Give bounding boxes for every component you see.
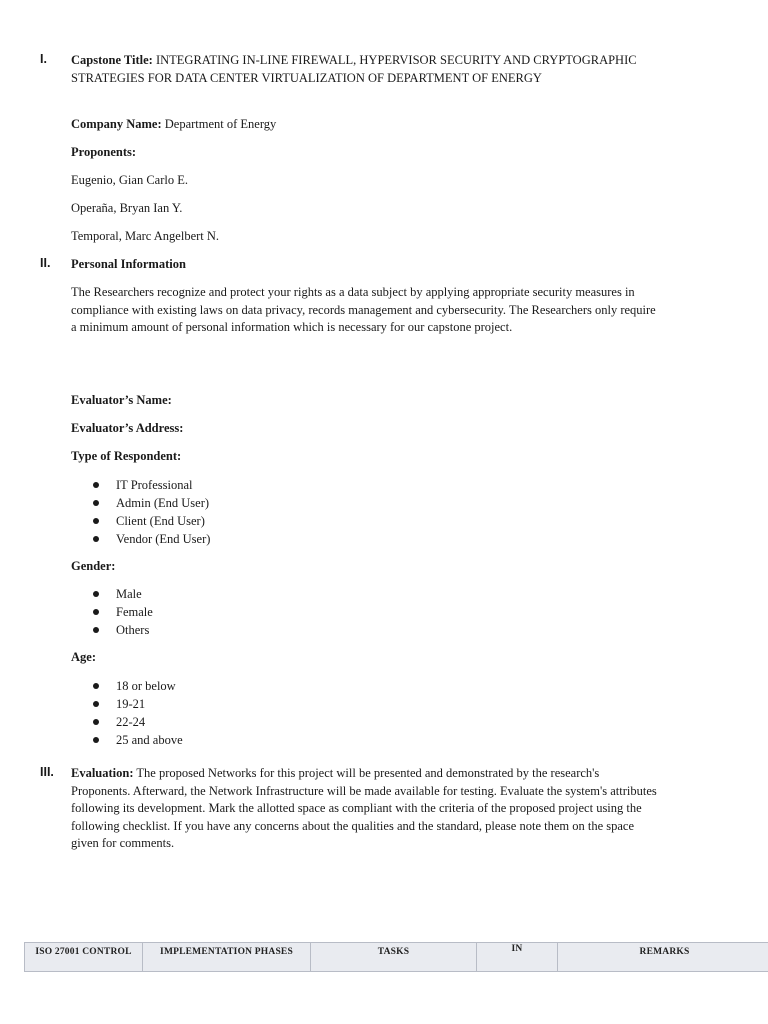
column-header-in: IN bbox=[477, 943, 558, 971]
list-item: Client (End User) bbox=[92, 512, 210, 530]
evaluation-paragraph bbox=[71, 765, 657, 853]
company-name-value: Department of Energy bbox=[164, 117, 277, 131]
evaluation-text: The proposed Networks for this project will be presented and demonstrated by the research's Proponents. Afterward, the Network Infrastructure will be made available for testing. Evaluate the system's attributes following its development. Mark the allotted space as compliant with the criteria of the proposed project using the following checklist. If you have any concerns about the qualities and the standard, please note them on the space given for comments. bbox=[71, 766, 657, 851]
capstone-title bbox=[71, 52, 651, 87]
checklist-table-header bbox=[24, 942, 768, 972]
list-item: Others bbox=[92, 621, 153, 639]
age-list bbox=[92, 677, 183, 749]
proponents-label: Proponents: bbox=[71, 145, 137, 159]
list-item: Vendor (End User) bbox=[92, 530, 210, 548]
capstone-title-text: INTEGRATING IN-LINE FIREWALL, HYPERVISOR SECURITY AND CRYPTOGRAPHIC STRATEGIES FOR DATA CENTER VIRTUALIZATION OF DEPARTMENT OF ENERGY bbox=[71, 53, 637, 85]
bullet-icon bbox=[93, 518, 99, 524]
bullet-icon bbox=[93, 737, 99, 743]
column-header-remarks: REMARKS bbox=[639, 947, 690, 957]
proponent-1: Eugenio, Gian Carlo E. bbox=[71, 173, 188, 187]
column-header-iso-control: ISO 27001 CONTROL bbox=[25, 943, 143, 971]
gender-list bbox=[92, 585, 153, 639]
bullet-icon bbox=[93, 627, 99, 633]
proponent-2: Operaña, Bryan Ian Y. bbox=[71, 201, 183, 215]
privacy-paragraph: The Researchers recognize and protect your rights as a data subject by applying appropriate security measures in compliance with existing laws on data privacy, records management and cybersecurity. The Researchers only require a minimum amount of personal information which is necessary for our capstone project. bbox=[71, 285, 656, 335]
list-item: 19-21 bbox=[92, 695, 183, 713]
column-header-tasks: TASKS bbox=[311, 943, 477, 971]
list-item: 18 or below bbox=[92, 677, 183, 695]
proponent-3: Temporal, Marc Angelbert N. bbox=[71, 229, 220, 243]
list-item: 22-24 bbox=[92, 713, 183, 731]
section-number-1: I. bbox=[40, 52, 47, 66]
bullet-icon bbox=[93, 683, 99, 689]
company-name bbox=[71, 116, 661, 134]
bullet-icon bbox=[93, 482, 99, 488]
list-item: 25 and above bbox=[92, 731, 183, 749]
section-number-3: III. bbox=[40, 765, 54, 779]
bullet-icon bbox=[93, 500, 99, 506]
column-header-implementation-phases: IMPLEMENTATION PHASES bbox=[143, 943, 311, 971]
bullet-icon bbox=[93, 719, 99, 725]
list-item: Admin (End User) bbox=[92, 494, 210, 512]
bullet-icon bbox=[93, 536, 99, 542]
bullet-icon bbox=[93, 609, 99, 615]
bullet-icon bbox=[93, 591, 99, 597]
respondent-type-label: Type of Respondent: bbox=[71, 449, 182, 463]
respondent-type-list bbox=[92, 476, 210, 548]
section-number-2: II. bbox=[40, 256, 51, 270]
list-item: Male bbox=[92, 585, 153, 603]
personal-info-heading: Personal Information bbox=[71, 257, 186, 271]
evaluation-label: Evaluation: bbox=[71, 766, 134, 780]
age-label: Age: bbox=[71, 650, 96, 664]
evaluator-address-label: Evaluator’s Address: bbox=[71, 421, 184, 435]
list-item: Female bbox=[92, 603, 153, 621]
bullet-icon bbox=[93, 701, 99, 707]
gender-label: Gender: bbox=[71, 559, 116, 573]
evaluator-name-label: Evaluator’s Name: bbox=[71, 393, 172, 407]
list-item: IT Professional bbox=[92, 476, 210, 494]
company-name-label: Company Name: bbox=[71, 117, 162, 131]
capstone-title-label: Capstone Title: bbox=[71, 53, 153, 67]
